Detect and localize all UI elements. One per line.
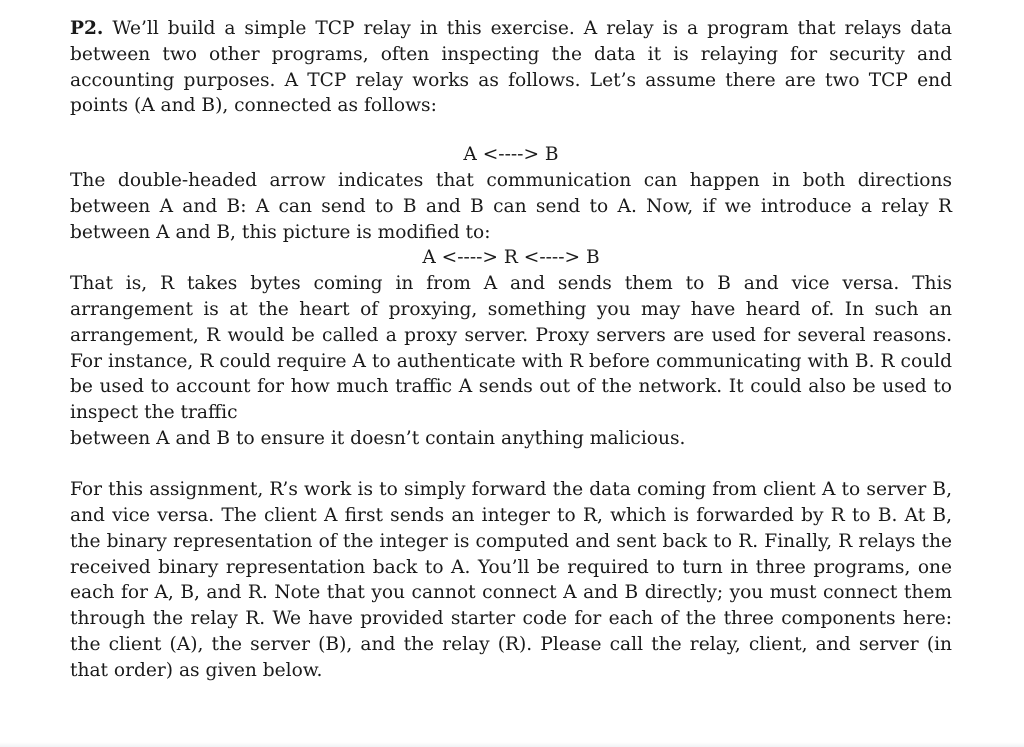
document-body — [70, 16, 952, 684]
intro-text: We’ll build a simple TCP relay in this exercise. A relay is a program that relays data between two other programs, often inspecting the data it is relaying for security and accounting purposes. A TCP relay works as follows. Let’s assume there are two TCP end points (A and B), connected as follows: — [70, 18, 952, 117]
page-bottom-edge — [0, 742, 1024, 747]
proxy-paragraph: That is, R takes bytes coming in from A and sends them to B and vice versa. This arrangement is at the heart of proxying, something you may have heard of. In such an arrangement, R would be called a proxy server. Proxy servers are used for several reasons. For instance, R could require A to authenticate with R before communicating with B. R could be used to account for how much traffic A sends out of the network. It could also be used to inspect the traffic — [70, 273, 952, 424]
intro-paragraph — [70, 16, 952, 119]
arrow-paragraph: The double-headed arrow indicates that communication can happen in both directions between A and B: A can send to B and B can send to A. Now, if we introduce a relay R between A and B, this picture is modified to: — [70, 169, 952, 243]
diagram-a-b: A <----> B — [463, 144, 559, 166]
proxy-paragraph-tail: between A and B to ensure it doesn’t contain anything malicious. — [70, 427, 686, 449]
diagram-a-r-b: A <----> R <----> B — [422, 247, 600, 269]
assignment-paragraph: For this assignment, R’s work is to simply forward the data coming from client A to server B, and vice versa. The client A first sends an integer to R, which is forwarded by R to B. At B, the binary representation of the integer is computed and sent back to R. Finally, R relays the received binary representation back to A. You’ll be required to turn in three programs, one each for A, B, and R. Note that you cannot connect A and B directly; you must connect them through the relay R. We have provided starter code for each of the three components here: the client (A), the server (B), and the relay (R). Please call the relay, client, and server (in that order) as given below. — [70, 479, 952, 681]
problem-label: P2. — [70, 18, 104, 39]
